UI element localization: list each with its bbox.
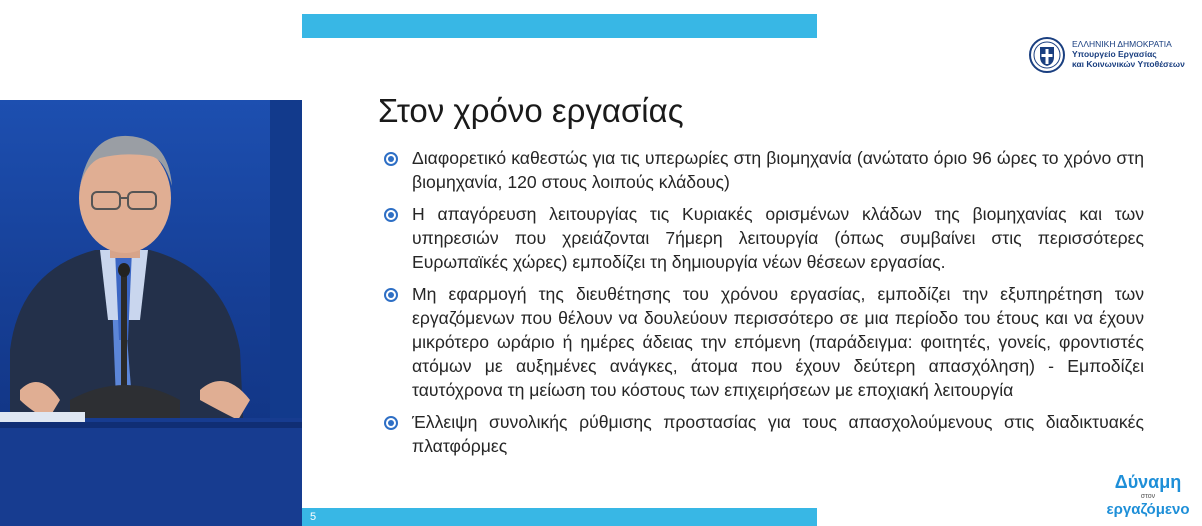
ministry-line-3: και Κοινωνικών Υποθέσεων bbox=[1072, 59, 1185, 69]
slide-top-accent-bar bbox=[302, 14, 817, 38]
bullet-circle-icon bbox=[384, 416, 398, 430]
campaign-logo bbox=[1098, 472, 1198, 519]
bullet-item bbox=[384, 410, 1144, 458]
bullet-item bbox=[384, 282, 1144, 402]
bullet-item bbox=[384, 146, 1144, 194]
bullet-text: Διαφορετικό καθεστώς για τις υπερωρίες στη βιομηχανία (ανώτατο όριο 96 ώρες το χρόνο στη βιομηχανία, 120 στους λοιπούς κλάδους) bbox=[412, 148, 1144, 192]
campaign-logo-line-2: στον bbox=[1140, 493, 1156, 500]
bullet-circle-icon bbox=[384, 288, 398, 302]
bullet-text: Μη εφαρμογή της διευθέτησης του χρόνου εργασίας, εμποδίζει την εξυπηρέτηση των εργαζόμενων που θέλουν να δουλεύουν περισσότερο σε μια περίοδο του έτους και να έχουν μικρότερο ωράριο ή ημέρες άδειας την επόμενη (παράδειγμα: φοιτητές, γονείς, φροντιστές ατόμων με αυξημένες ανάγκες, άτομα που έχουν δεύτερη απασχόληση) - Εμποδίζει ταυτόχρονα τη μείωση του κόστους των επιχειρήσεων με εποχιακή λειτουργία bbox=[412, 284, 1144, 400]
ministry-name bbox=[1072, 39, 1185, 69]
presentation-slide bbox=[302, 14, 1202, 526]
campaign-logo-line-1: Δύναμη bbox=[1114, 472, 1182, 492]
bullet-text: Έλλειψη συνολικής ρύθμισης προστασίας για τους απασχολούμενους στις διαδικτυακές πλατφόρμες bbox=[412, 412, 1144, 456]
bullet-item bbox=[384, 202, 1144, 274]
campaign-logo-line-3: εργαζόμενο bbox=[1106, 501, 1190, 518]
ministry-line-2: Υπουργείο Εργασίας bbox=[1072, 49, 1157, 59]
greek-emblem-icon bbox=[1028, 36, 1066, 74]
ministry-logo bbox=[1028, 36, 1198, 78]
ministry-line-1: ΕΛΛΗΝΙΚΗ ΔΗΜΟΚΡΑΤΙΑ bbox=[1072, 39, 1172, 49]
speaker-video bbox=[0, 100, 302, 526]
bullet-circle-icon bbox=[384, 152, 398, 166]
bullet-circle-icon bbox=[384, 208, 398, 222]
slide-title: Στον χρόνο εργασίας bbox=[378, 92, 684, 129]
speaker-figure bbox=[0, 100, 302, 526]
slide-bottom-accent-bar bbox=[302, 508, 817, 526]
bullet-list bbox=[384, 146, 1144, 466]
slide-number: 5 bbox=[310, 511, 317, 523]
bullet-text: Η απαγόρευση λειτουργίας τις Κυριακές ορισμένων κλάδων της βιομηχανίας και των υπηρεσιών που χρειάζονται 7ήμερη λειτουργία (όπως συμβαίνει στις περισσότερες Ευρωπαϊκές χώρες) εμποδίζει τη δημιουργία νέων θέσεων εργασίας. bbox=[412, 204, 1144, 272]
